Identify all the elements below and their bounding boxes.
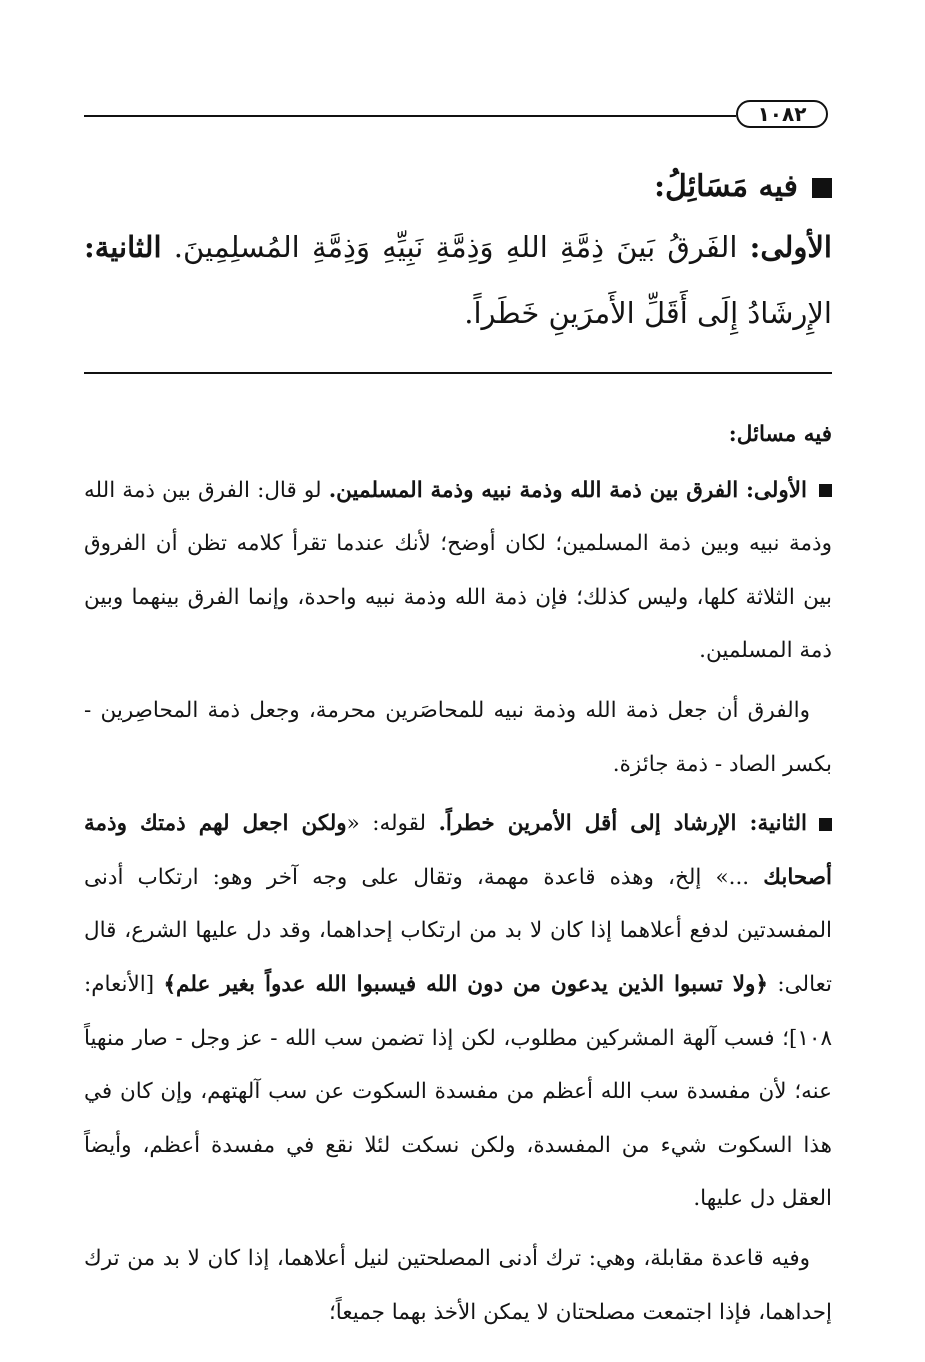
commentary-p3-ref: [الأنعام: ١٠٨] — [84, 971, 832, 1051]
square-bullet-icon — [819, 818, 832, 831]
header-rule — [84, 115, 736, 117]
commentary-p3-text-2: ...» إلخ، وهذه قاعدة مهمة، وتقال على وجه آخر وهو: ارتكاب أدنى المفسدتين لدفع أعلاهما إذا كان لا بد من ارتكاب إحداهما، وقد دل عليها الشرع، قال تعالى: — [84, 864, 832, 997]
matn-issues — [84, 214, 832, 346]
commentary-paragraph-3 — [84, 797, 832, 1226]
matn-block — [84, 160, 832, 346]
matn-first-text: الفَرقُ بَينَ ذِمَّةِ اللهِ وَذِمَّةِ نَبِيِّهِ وَذِمَّةِ المُسلِمِينَ. — [161, 230, 750, 264]
commentary-p3-bold: الثانية: الإرشاد إلى أقل الأمرين خطراً. — [438, 811, 808, 837]
commentary-paragraph-1 — [84, 464, 832, 678]
commentary-p3-quote: ولكن اجعل لهم ذمتك وذمة أصحابك — [84, 811, 832, 890]
commentary-p1-bold: الأولى: الفرق بين ذمة الله وذمة نبيه وذمة المسلمين. — [328, 477, 807, 503]
commentary-heading: فيه مسائل: — [728, 422, 832, 447]
section-divider — [84, 372, 832, 374]
square-bullet-icon — [819, 484, 832, 497]
matn-heading-text: فيه مَسَائِلُ: — [653, 169, 798, 204]
matn-first-label: الأولى: — [749, 230, 832, 264]
commentary-block — [84, 408, 832, 1345]
page-header — [84, 96, 832, 136]
commentary-p1-text: لو قال: الفرق بين ذمة الله وذمة نبيه وبين ذمة المسلمين؛ لكان أوضح؛ لأنك عندما تقرأ كلامه تظن أن الفروق بين الثلاثة كلها، وليس كذلك؛ فإن ذمة الله وذمة نبيه واحدة، وإنما الفرق بينهما وبين ذمة المسلمين. — [84, 477, 832, 664]
matn-second-label: الثانية: — [84, 230, 162, 264]
matn-second-text: الإِرشَادُ إِلَى أَقَلِّ الأَمرَينِ خَطَراً. — [464, 296, 832, 330]
commentary-p3-verse: ﴿ولا تسبوا الذين يدعون من دون الله فيسبوا الله عدواً بغير علم﴾ — [163, 971, 769, 997]
commentary-paragraph-2: والفرق أن جعل ذمة الله وذمة نبيه للمحاصَرين محرمة، وجعل ذمة المحاصِرين - بكسر الصاد - ذمة جائزة. — [84, 697, 832, 777]
square-bullet-icon — [812, 178, 832, 198]
page-number: ١٠٨٢ — [736, 100, 828, 128]
matn-heading — [84, 160, 832, 214]
commentary-p3-text-3: ؛ فسب آلهة المشركين مطلوب، لكن إذا تضمن سب الله - عز وجل - صار منهياً عنه؛ لأن مفسدة سب الله أعظم من مفسدة السكوت عن سب آلهتهم، وإن كان في هذا السكوت شيء من المفسدة، ولكن نسكت لئلا نقع في مفسدة أعظم، وأيضاً العقل دل عليها. — [84, 1025, 832, 1212]
commentary-p3-text-1: لقوله: « — [346, 811, 439, 837]
commentary-paragraph-4: وفيه قاعدة مقابلة، وهي: ترك أدنى المصلحتين لنيل أعلاهما، إذا كان لا بد من ترك إحداهما، فإذا اجتمعت مصلحتان لا يمكن الأخذ بهما جميعاً؛ — [84, 1245, 832, 1325]
